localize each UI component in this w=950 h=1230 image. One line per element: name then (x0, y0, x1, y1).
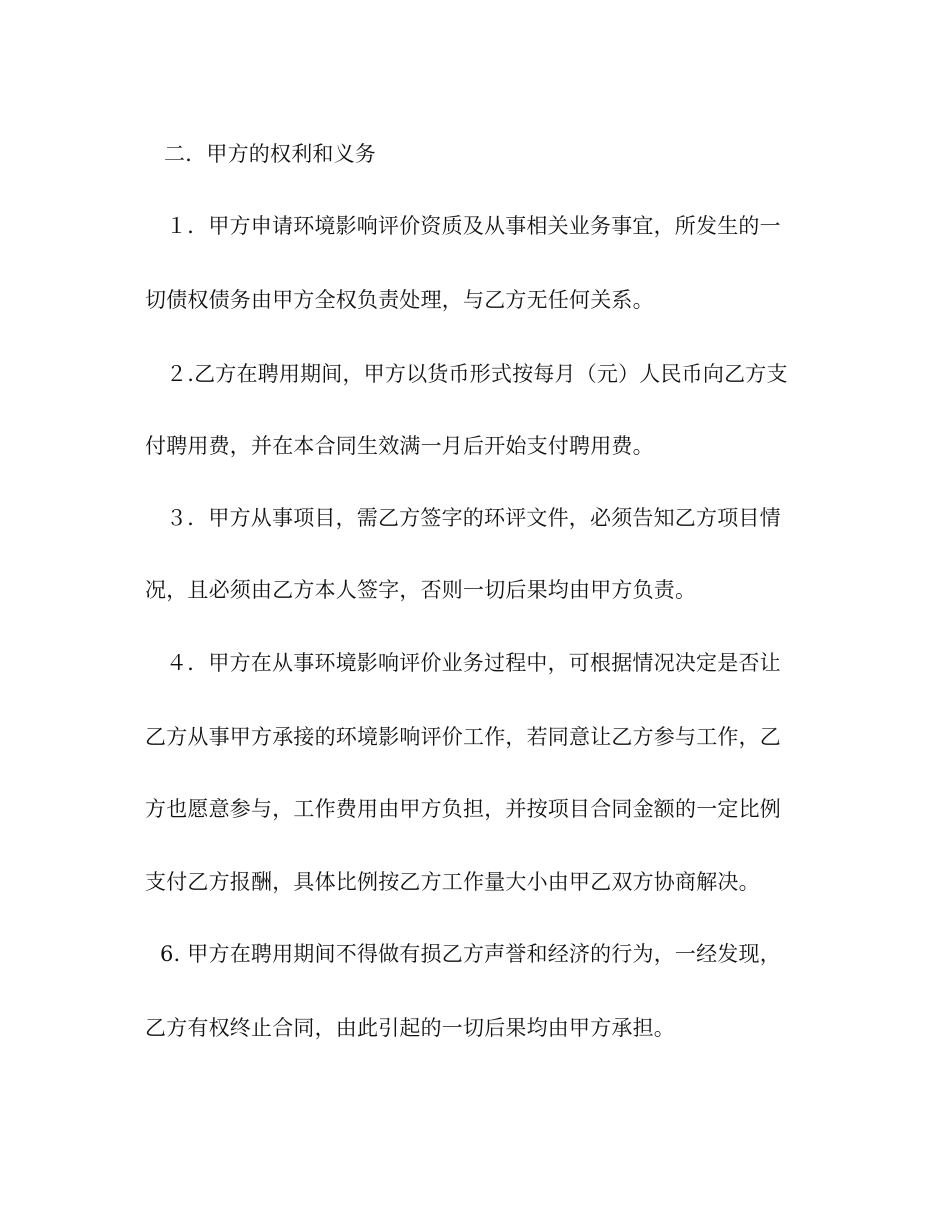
clause-4-line-1: ４．甲方在从事环境影响评价业务过程中，可根据情况决定是否让 (166, 651, 781, 675)
clause-3-line-2: 况，且必须由乙方本人签字，否则一切后果均由甲方负责。 (145, 578, 697, 602)
clause-6-line-2: 乙方有权终止合同，由此引起的一切后果均由甲方承担。 (145, 1016, 675, 1040)
clause-4-line-3: 方也愿意参与，工作费用由甲方负担，并按项目合同金额的一定比例 (145, 797, 781, 821)
section-heading: 二．甲方的权利和义务 (164, 142, 376, 166)
clause-2-line-1: ２.乙方在聘用期间，甲方以货币形式按每月（元）人民币向乙方支 (166, 362, 788, 386)
clause-1-line-2: 切债权债务由甲方全权负责处理，与乙方无任何关系。 (145, 288, 654, 312)
clause-1-line-1: １．甲方申请环境影响评价资质及从事相关业务事宜，所发生的一 (166, 214, 781, 238)
clause-4-line-4: 支付乙方报酬，具体比例按乙方工作量大小由甲乙双方协商解决。 (145, 870, 760, 894)
clause-2-line-2: 付聘用费，并在本合同生效满一月后开始支付聘用费。 (145, 434, 654, 458)
clause-6-line-1: 6. 甲方在聘用期间不得做有损乙方声誉和经济的行为，一经发现， (160, 942, 781, 966)
clause-4-line-2: 乙方从事甲方承接的环境影响评价工作，若同意让乙方参与工作，乙 (145, 725, 781, 749)
clause-3-line-1: ３．甲方从事项目，需乙方签字的环评文件，必须告知乙方项目情 (166, 506, 781, 530)
